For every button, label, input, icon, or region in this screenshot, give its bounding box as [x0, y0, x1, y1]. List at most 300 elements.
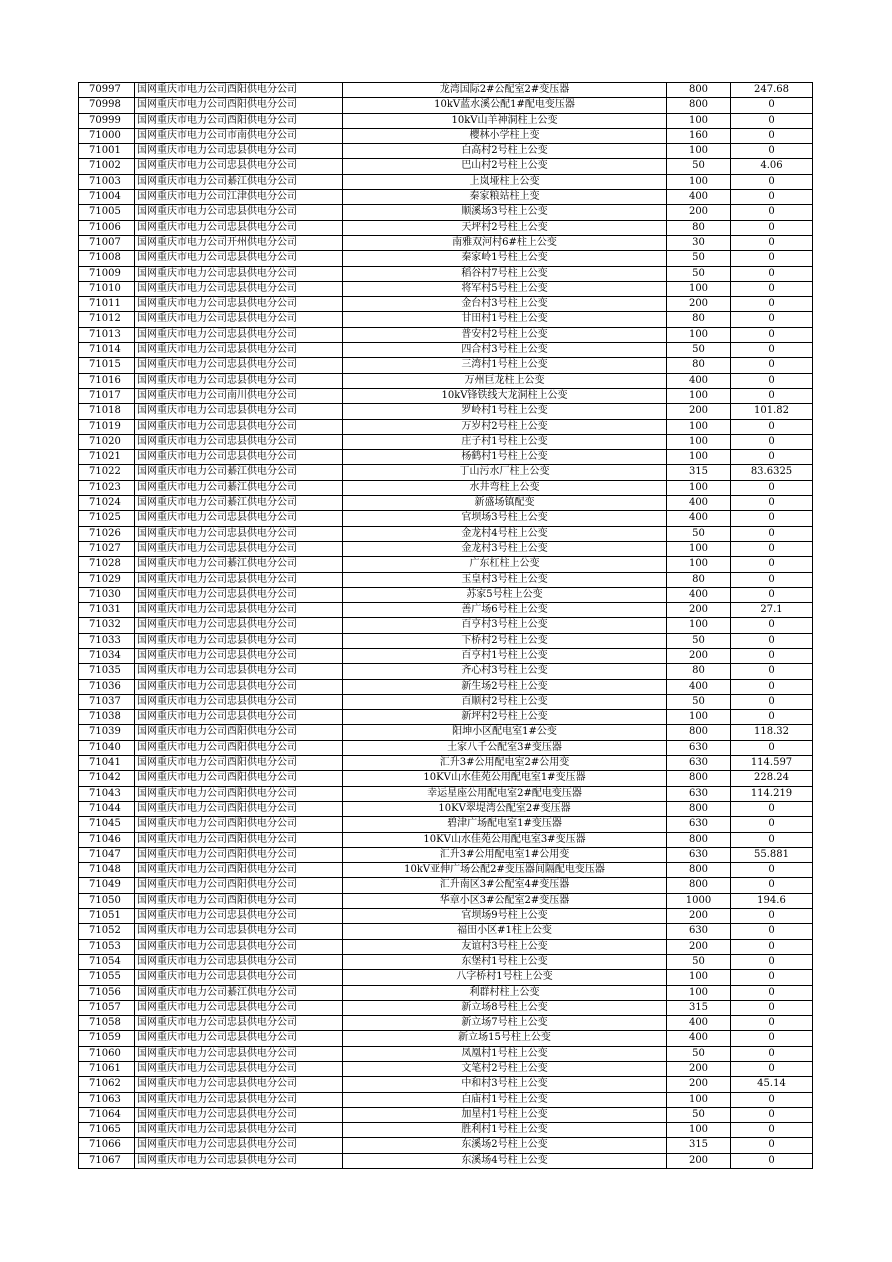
table-row: [79, 220, 813, 235]
cell-value: 0: [731, 327, 813, 342]
cell-company: 国网重庆市电力公司忠县供电分公司: [135, 404, 343, 419]
cell-company: 国网重庆市电力公司酉阳供电分公司: [135, 847, 343, 862]
cell-id: 71039: [79, 725, 135, 740]
cell-company: 国网重庆市电力公司忠县供电分公司: [135, 511, 343, 526]
cell-capacity: 160: [667, 128, 731, 143]
cell-transformer-name: 庄子村1号柱上公变: [343, 434, 667, 449]
cell-transformer-name: 南雅双河村6#柱上公变: [343, 235, 667, 250]
cell-company: 国网重庆市电力公司綦江供电分公司: [135, 480, 343, 495]
table-row: [79, 343, 813, 358]
cell-transformer-name: 玉皇村3号柱上公变: [343, 572, 667, 587]
cell-capacity: 80: [667, 572, 731, 587]
cell-transformer-name: 幸运星座公用配电室2#配电变压器: [343, 786, 667, 801]
table-row: [79, 266, 813, 281]
cell-company: 国网重庆市电力公司忠县供电分公司: [135, 572, 343, 587]
cell-id: 71045: [79, 817, 135, 832]
cell-value: 0: [731, 633, 813, 648]
cell-id: 71003: [79, 174, 135, 189]
cell-id: 71048: [79, 863, 135, 878]
table-row: [79, 113, 813, 128]
table-row: [79, 679, 813, 694]
table-row: [79, 404, 813, 419]
cell-id: 71034: [79, 648, 135, 663]
cell-value: 0: [731, 1138, 813, 1153]
cell-value: 118.32: [731, 725, 813, 740]
cell-capacity: 400: [667, 190, 731, 205]
cell-transformer-name: 秦家粮站柱上变: [343, 190, 667, 205]
cell-company: 国网重庆市电力公司忠县供电分公司: [135, 312, 343, 327]
cell-id: 71054: [79, 954, 135, 969]
table-row: [79, 98, 813, 113]
cell-value: 0: [731, 801, 813, 816]
table-row: [79, 251, 813, 266]
cell-id: 71019: [79, 419, 135, 434]
cell-id: 71067: [79, 1153, 135, 1168]
cell-value: 0: [731, 128, 813, 143]
cell-value: 0: [731, 694, 813, 709]
cell-id: 71047: [79, 847, 135, 862]
table-row: [79, 312, 813, 327]
cell-capacity: 50: [667, 266, 731, 281]
cell-capacity: 800: [667, 98, 731, 113]
cell-value: 0: [731, 343, 813, 358]
cell-company: 国网重庆市电力公司忠县供电分公司: [135, 664, 343, 679]
cell-company: 国网重庆市电力公司忠县供电分公司: [135, 1031, 343, 1046]
cell-company: 国网重庆市电力公司綦江供电分公司: [135, 465, 343, 480]
cell-capacity: 100: [667, 710, 731, 725]
cell-id: 71006: [79, 220, 135, 235]
cell-id: 71009: [79, 266, 135, 281]
cell-id: 71056: [79, 985, 135, 1000]
cell-id: 71057: [79, 1000, 135, 1015]
cell-transformer-name: 巴山村2号柱上公变: [343, 159, 667, 174]
cell-capacity: 100: [667, 144, 731, 159]
cell-capacity: 1000: [667, 893, 731, 908]
cell-company: 国网重庆市电力公司綦江供电分公司: [135, 985, 343, 1000]
cell-transformer-name: 汇升3#公用配电室1#公用变: [343, 847, 667, 862]
cell-id: 71061: [79, 1062, 135, 1077]
cell-transformer-name: 凤凰村1号柱上公变: [343, 1046, 667, 1061]
cell-transformer-name: 东溪场2号柱上公变: [343, 1138, 667, 1153]
cell-value: 0: [731, 740, 813, 755]
cell-transformer-name: 金龙村4号柱上公变: [343, 526, 667, 541]
cell-transformer-name: 华章小区3#公配室2#变压器: [343, 893, 667, 908]
cell-transformer-name: 新坪村2号柱上公变: [343, 710, 667, 725]
cell-transformer-name: 官坝场9号柱上公变: [343, 909, 667, 924]
table-row: [79, 174, 813, 189]
cell-value: 0: [731, 587, 813, 602]
cell-company: 国网重庆市电力公司綦江供电分公司: [135, 174, 343, 189]
cell-id: 71008: [79, 251, 135, 266]
table-row: [79, 205, 813, 220]
cell-transformer-name: 百亨村1号柱上公变: [343, 648, 667, 663]
cell-value: 0: [731, 1031, 813, 1046]
cell-id: 71017: [79, 388, 135, 403]
cell-id: 70998: [79, 98, 135, 113]
cell-capacity: 30: [667, 235, 731, 250]
cell-id: 71002: [79, 159, 135, 174]
cell-capacity: 200: [667, 909, 731, 924]
table-row: [79, 297, 813, 312]
cell-value: 0: [731, 144, 813, 159]
table-row: [79, 281, 813, 296]
cell-id: 71021: [79, 450, 135, 465]
cell-id: 71000: [79, 128, 135, 143]
cell-transformer-name: 10kV亚伸广场公配2#变压器间隔配电变压器: [343, 863, 667, 878]
cell-company: 国网重庆市电力公司南川供电分公司: [135, 388, 343, 403]
cell-capacity: 200: [667, 404, 731, 419]
cell-company: 国网重庆市电力公司忠县供电分公司: [135, 205, 343, 220]
cell-transformer-name: 四合村3号柱上公变: [343, 343, 667, 358]
table-row: [79, 1031, 813, 1046]
cell-company: 国网重庆市电力公司忠县供电分公司: [135, 1138, 343, 1153]
table-row: [79, 694, 813, 709]
cell-value: 0: [731, 113, 813, 128]
cell-capacity: 100: [667, 388, 731, 403]
cell-id: 71064: [79, 1107, 135, 1122]
cell-id: 71052: [79, 924, 135, 939]
cell-capacity: 100: [667, 1092, 731, 1107]
cell-company: 国网重庆市电力公司酉阳供电分公司: [135, 756, 343, 771]
table-row: [79, 1046, 813, 1061]
cell-capacity: 800: [667, 771, 731, 786]
cell-value: 228.24: [731, 771, 813, 786]
table-row: [79, 587, 813, 602]
cell-id: 71001: [79, 144, 135, 159]
cell-capacity: 100: [667, 327, 731, 342]
cell-id: 71041: [79, 756, 135, 771]
cell-value: 0: [731, 939, 813, 954]
table-row: [79, 985, 813, 1000]
cell-company: 国网重庆市电力公司忠县供电分公司: [135, 1107, 343, 1122]
table-row: [79, 434, 813, 449]
table-row: [79, 909, 813, 924]
table-row: [79, 572, 813, 587]
cell-id: 71043: [79, 786, 135, 801]
cell-capacity: 100: [667, 480, 731, 495]
cell-value: 0: [731, 526, 813, 541]
cell-id: 71018: [79, 404, 135, 419]
cell-company: 国网重庆市电力公司忠县供电分公司: [135, 327, 343, 342]
table-row: [79, 970, 813, 985]
cell-transformer-name: 官坝场3号柱上公变: [343, 511, 667, 526]
cell-value: 0: [731, 1016, 813, 1031]
cell-transformer-name: 将军村5号柱上公变: [343, 281, 667, 296]
cell-capacity: 80: [667, 358, 731, 373]
cell-capacity: 400: [667, 1016, 731, 1031]
cell-value: 0: [731, 648, 813, 663]
cell-capacity: 200: [667, 648, 731, 663]
cell-id: 71026: [79, 526, 135, 541]
cell-id: 71053: [79, 939, 135, 954]
cell-company: 国网重庆市电力公司忠县供电分公司: [135, 1046, 343, 1061]
table-row: [79, 939, 813, 954]
table-row: [79, 1000, 813, 1015]
cell-company: 国网重庆市电力公司开州供电分公司: [135, 235, 343, 250]
cell-capacity: 100: [667, 281, 731, 296]
cell-value: 0: [731, 1092, 813, 1107]
cell-id: 71063: [79, 1092, 135, 1107]
cell-value: 0: [731, 496, 813, 511]
cell-company: 国网重庆市电力公司忠县供电分公司: [135, 618, 343, 633]
cell-value: 4.06: [731, 159, 813, 174]
cell-id: 70999: [79, 113, 135, 128]
cell-company: 国网重庆市电力公司忠县供电分公司: [135, 358, 343, 373]
cell-id: 71032: [79, 618, 135, 633]
cell-capacity: 80: [667, 312, 731, 327]
cell-company: 国网重庆市电力公司酉阳供电分公司: [135, 832, 343, 847]
cell-value: 0: [731, 358, 813, 373]
cell-capacity: 80: [667, 220, 731, 235]
cell-transformer-name: 百顺村2号柱上公变: [343, 694, 667, 709]
cell-capacity: 630: [667, 924, 731, 939]
table-row: [79, 159, 813, 174]
cell-capacity: 100: [667, 174, 731, 189]
table-row: [79, 954, 813, 969]
cell-id: 71005: [79, 205, 135, 220]
cell-transformer-name: 中和村3号柱上公变: [343, 1077, 667, 1092]
cell-id: 71020: [79, 434, 135, 449]
table-row: [79, 511, 813, 526]
cell-transformer-name: 10kV锋铁线大龙洞柱上公变: [343, 388, 667, 403]
cell-transformer-name: 加星村1号柱上公变: [343, 1107, 667, 1122]
cell-id: 71042: [79, 771, 135, 786]
cell-company: 国网重庆市电力公司酉阳供电分公司: [135, 863, 343, 878]
cell-value: 0: [731, 1107, 813, 1122]
cell-transformer-name: 新立场8号柱上公变: [343, 1000, 667, 1015]
cell-value: 114.597: [731, 756, 813, 771]
cell-capacity: 200: [667, 1153, 731, 1168]
cell-company: 国网重庆市电力公司忠县供电分公司: [135, 419, 343, 434]
cell-company: 国网重庆市电力公司忠县供电分公司: [135, 266, 343, 281]
cell-company: 国网重庆市电力公司酉阳供电分公司: [135, 878, 343, 893]
table-row: [79, 893, 813, 908]
cell-transformer-name: 文笔村2号柱上公变: [343, 1062, 667, 1077]
cell-value: 0: [731, 541, 813, 556]
table-row: [79, 496, 813, 511]
cell-value: 0: [731, 664, 813, 679]
cell-value: 0: [731, 98, 813, 113]
table-row: [79, 465, 813, 480]
table-row: [79, 924, 813, 939]
cell-company: 国网重庆市电力公司酉阳供电分公司: [135, 83, 343, 98]
cell-capacity: 50: [667, 1046, 731, 1061]
cell-value: 83.6325: [731, 465, 813, 480]
cell-company: 国网重庆市电力公司綦江供电分公司: [135, 496, 343, 511]
cell-value: 0: [731, 419, 813, 434]
cell-company: 国网重庆市电力公司綦江供电分公司: [135, 557, 343, 572]
cell-capacity: 50: [667, 159, 731, 174]
table-row: [79, 128, 813, 143]
cell-company: 国网重庆市电力公司酉阳供电分公司: [135, 786, 343, 801]
cell-value: 0: [731, 205, 813, 220]
table-row: [79, 190, 813, 205]
cell-value: 0: [731, 190, 813, 205]
cell-transformer-name: 金台村3号柱上公变: [343, 297, 667, 312]
cell-company: 国网重庆市电力公司市南供电分公司: [135, 128, 343, 143]
cell-value: 0: [731, 618, 813, 633]
cell-id: 71051: [79, 909, 135, 924]
cell-id: 71015: [79, 358, 135, 373]
cell-company: 国网重庆市电力公司忠县供电分公司: [135, 541, 343, 556]
table-row: [79, 480, 813, 495]
cell-transformer-name: 东溪场4号柱上公变: [343, 1153, 667, 1168]
cell-transformer-name: 白高村2号柱上公变: [343, 144, 667, 159]
cell-capacity: 50: [667, 954, 731, 969]
cell-company: 国网重庆市电力公司忠县供电分公司: [135, 633, 343, 648]
cell-capacity: 630: [667, 756, 731, 771]
table-row: [79, 1123, 813, 1138]
cell-id: 71004: [79, 190, 135, 205]
cell-capacity: 200: [667, 939, 731, 954]
cell-transformer-name: 东堡村1号柱上公变: [343, 954, 667, 969]
cell-value: 27.1: [731, 603, 813, 618]
cell-capacity: 400: [667, 679, 731, 694]
table-row: [79, 83, 813, 98]
data-table: [78, 82, 813, 1169]
cell-company: 国网重庆市电力公司酉阳供电分公司: [135, 725, 343, 740]
cell-id: 71049: [79, 878, 135, 893]
cell-transformer-name: 新立场15号柱上公变: [343, 1031, 667, 1046]
cell-value: 0: [731, 878, 813, 893]
table-row: [79, 1153, 813, 1168]
cell-capacity: 100: [667, 113, 731, 128]
cell-id: 71033: [79, 633, 135, 648]
cell-transformer-name: 秦家岭1号柱上公变: [343, 251, 667, 266]
cell-company: 国网重庆市电力公司酉阳供电分公司: [135, 893, 343, 908]
cell-id: 71007: [79, 235, 135, 250]
cell-id: 71022: [79, 465, 135, 480]
table-row: [79, 358, 813, 373]
cell-company: 国网重庆市电力公司酉阳供电分公司: [135, 817, 343, 832]
table-row: [79, 419, 813, 434]
cell-id: 71059: [79, 1031, 135, 1046]
cell-id: 71044: [79, 801, 135, 816]
cell-id: 71046: [79, 832, 135, 847]
cell-capacity: 315: [667, 465, 731, 480]
cell-value: 0: [731, 373, 813, 388]
cell-company: 国网重庆市电力公司酉阳供电分公司: [135, 740, 343, 755]
table-row: [79, 618, 813, 633]
cell-value: 0: [731, 388, 813, 403]
cell-value: 0: [731, 312, 813, 327]
cell-id: 70997: [79, 83, 135, 98]
cell-id: 71024: [79, 496, 135, 511]
table-row: [79, 557, 813, 572]
cell-value: 0: [731, 266, 813, 281]
cell-id: 71065: [79, 1123, 135, 1138]
cell-company: 国网重庆市电力公司酉阳供电分公司: [135, 771, 343, 786]
cell-value: 45.14: [731, 1077, 813, 1092]
cell-transformer-name: 10KV山水佳苑公用配电室3#变压器: [343, 832, 667, 847]
cell-value: 0: [731, 174, 813, 189]
cell-company: 国网重庆市电力公司忠县供电分公司: [135, 159, 343, 174]
cell-id: 71050: [79, 893, 135, 908]
cell-value: 0: [731, 1062, 813, 1077]
cell-value: 114.219: [731, 786, 813, 801]
cell-value: 0: [731, 281, 813, 296]
cell-transformer-name: 碧津广场配电室1#变压器: [343, 817, 667, 832]
cell-company: 国网重庆市电力公司忠县供电分公司: [135, 1000, 343, 1015]
cell-capacity: 100: [667, 541, 731, 556]
cell-transformer-name: 阳坤小区配电室1#公变: [343, 725, 667, 740]
cell-id: 71038: [79, 710, 135, 725]
cell-company: 国网重庆市电力公司忠县供电分公司: [135, 694, 343, 709]
cell-value: 194.6: [731, 893, 813, 908]
cell-capacity: 630: [667, 740, 731, 755]
cell-id: 71060: [79, 1046, 135, 1061]
table-row: [79, 1092, 813, 1107]
cell-value: 0: [731, 235, 813, 250]
cell-capacity: 630: [667, 786, 731, 801]
cell-transformer-name: 顺溪场3号柱上公变: [343, 205, 667, 220]
cell-company: 国网重庆市电力公司忠县供电分公司: [135, 1092, 343, 1107]
cell-capacity: 400: [667, 1031, 731, 1046]
cell-transformer-name: 罗岭村1号柱上公变: [343, 404, 667, 419]
table-row: [79, 847, 813, 862]
cell-company: 国网重庆市电力公司酉阳供电分公司: [135, 801, 343, 816]
cell-value: 247.68: [731, 83, 813, 98]
cell-id: 71013: [79, 327, 135, 342]
cell-capacity: 50: [667, 1107, 731, 1122]
cell-id: 71037: [79, 694, 135, 709]
table-row: [79, 388, 813, 403]
cell-value: 0: [731, 985, 813, 1000]
cell-capacity: 100: [667, 618, 731, 633]
cell-company: 国网重庆市电力公司忠县供电分公司: [135, 924, 343, 939]
cell-capacity: 800: [667, 83, 731, 98]
cell-transformer-name: 新立场7号柱上公变: [343, 1016, 667, 1031]
cell-capacity: 100: [667, 434, 731, 449]
cell-company: 国网重庆市电力公司忠县供电分公司: [135, 603, 343, 618]
cell-transformer-name: 丁山污水厂柱上公变: [343, 465, 667, 480]
cell-value: 0: [731, 434, 813, 449]
cell-transformer-name: 甘田村1号柱上公变: [343, 312, 667, 327]
cell-company: 国网重庆市电力公司忠县供电分公司: [135, 909, 343, 924]
table-row: [79, 327, 813, 342]
table-row: [79, 664, 813, 679]
cell-capacity: 400: [667, 511, 731, 526]
cell-value: 0: [731, 954, 813, 969]
cell-value: 0: [731, 1000, 813, 1015]
cell-company: 国网重庆市电力公司忠县供电分公司: [135, 281, 343, 296]
cell-company: 国网重庆市电力公司酉阳供电分公司: [135, 113, 343, 128]
cell-id: 71027: [79, 541, 135, 556]
cell-company: 国网重庆市电力公司忠县供电分公司: [135, 434, 343, 449]
cell-capacity: 100: [667, 557, 731, 572]
cell-capacity: 630: [667, 817, 731, 832]
cell-company: 国网重庆市电力公司江津供电分公司: [135, 190, 343, 205]
cell-transformer-name: 10kV蓝水溪公配1#配电变压器: [343, 98, 667, 113]
table-row: [79, 1138, 813, 1153]
cell-value: 101.82: [731, 404, 813, 419]
cell-value: 0: [731, 1153, 813, 1168]
table-row: [79, 832, 813, 847]
cell-capacity: 100: [667, 450, 731, 465]
cell-capacity: 50: [667, 526, 731, 541]
cell-company: 国网重庆市电力公司忠县供电分公司: [135, 587, 343, 602]
cell-company: 国网重庆市电力公司忠县供电分公司: [135, 710, 343, 725]
cell-capacity: 100: [667, 985, 731, 1000]
cell-id: 71040: [79, 740, 135, 755]
table-row: [79, 863, 813, 878]
cell-company: 国网重庆市电力公司忠县供电分公司: [135, 1123, 343, 1138]
cell-company: 国网重庆市电力公司忠县供电分公司: [135, 526, 343, 541]
cell-id: 71012: [79, 312, 135, 327]
cell-transformer-name: 10KV翠堤湾公配室2#变压器: [343, 801, 667, 816]
cell-transformer-name: 上岚垭柱上公变: [343, 174, 667, 189]
cell-capacity: 50: [667, 633, 731, 648]
